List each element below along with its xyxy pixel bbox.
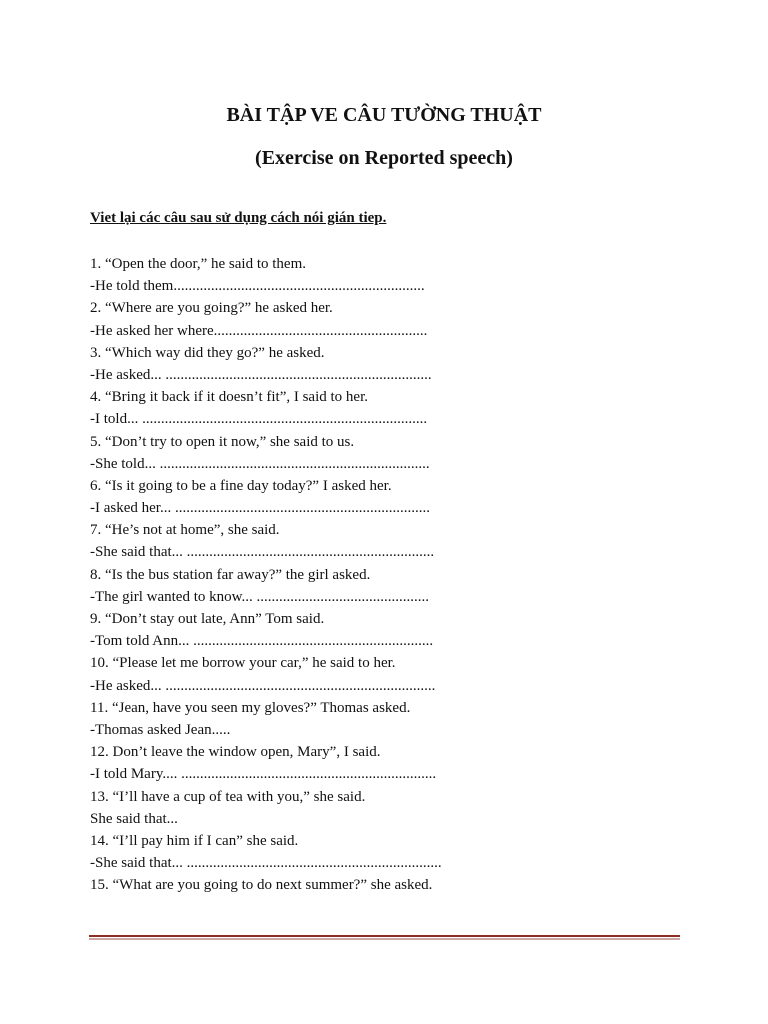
exercise-answer-line: -He told them...................................................................: [90, 278, 425, 295]
exercise-prompt: 5. “Don’t try to open it now,” she said to us.: [90, 433, 355, 450]
exercise-answer-line: -I told Mary.... ....................................................................: [90, 766, 437, 783]
exercise-answer-line: -Thomas asked Jean.....: [90, 721, 231, 738]
exercise-prompt: 7. “He’s not at home”, she said.: [90, 522, 280, 539]
exercise-item-3: [90, 342, 710, 386]
exercise-prompt: 14. “I’ll pay him if I can” she said.: [90, 832, 299, 849]
exercise-answer-line: -I asked her... ....................................................................: [90, 500, 430, 517]
exercise-item-15: [90, 874, 710, 896]
exercise-item-1: [90, 253, 710, 297]
exercise-answer-line: -He asked... .......................................................................: [90, 366, 432, 383]
exercise-item-9: [90, 608, 710, 652]
exercise-prompt: 12. Don’t leave the window open, Mary”, I said.: [90, 744, 381, 761]
exercise-answer-line: -He asked... ........................................................................: [90, 677, 436, 694]
exercise-item-10: [90, 652, 710, 696]
exercise-prompt: 4. “Bring it back if it doesn’t fit”, I said to her.: [90, 389, 368, 406]
exercise-answer-line: -Tom told Ann... ................................................................: [90, 633, 434, 650]
footer-divider: [89, 935, 680, 937]
exercise-answer-line: -She said that... ..................................................................: [90, 544, 435, 561]
exercise-prompt: 8. “Is the bus station far away?” the girl asked.: [90, 566, 371, 583]
exercise-prompt: 10. “Please let me borrow your car,” he said to her.: [90, 655, 396, 672]
exercise-answer-line: -I told... ............................................................................: [90, 411, 428, 428]
exercise-list: [90, 253, 710, 896]
exercise-prompt: 11. “Jean, have you seen my gloves?” Thomas asked.: [90, 699, 411, 716]
exercise-prompt: 2. “Where are you going?” he asked her.: [90, 300, 333, 317]
exercise-item-6: [90, 475, 710, 519]
exercise-item-4: [90, 386, 710, 430]
exercise-item-14: [90, 830, 710, 874]
exercise-item-12: [90, 741, 710, 785]
exercise-item-7: [90, 519, 710, 563]
exercise-prompt: 9. “Don’t stay out late, Ann” Tom said.: [90, 611, 325, 627]
document-subtitle: (Exercise on Reported speech): [255, 147, 513, 169]
exercise-item-5: [90, 431, 710, 475]
exercise-answer-line: -She said that... ....................................................................: [90, 855, 442, 872]
exercise-item-2: [90, 297, 710, 341]
exercise-prompt: 15. “What are you going to do next summer?” she asked.: [90, 877, 433, 894]
exercise-item-13: [90, 786, 710, 830]
exercise-prompt: 1. “Open the door,” he said to them.: [90, 256, 307, 272]
footer-divider-shadow: [89, 938, 680, 940]
exercise-prompt: 13. “I’ll have a cup of tea with you,” she said.: [90, 788, 366, 805]
exercise-item-8: [90, 564, 710, 608]
exercise-item-11: [90, 697, 710, 741]
exercise-prompt: 3. “Which way did they go?” he asked.: [90, 344, 325, 361]
exercise-prompt: 6. “Is it going to be a fine day today?” I asked her.: [90, 477, 392, 494]
exercise-answer-line: -The girl wanted to know... ..............................................: [90, 588, 429, 605]
exercise-answer-line: She said that...: [90, 810, 178, 827]
exercise-answer-line: -He asked her where.........................................................: [90, 322, 428, 339]
document-title: BÀI TẬP VE CÂU TƯỜNG THUẬT: [226, 104, 542, 126]
instruction-heading: Viet lại các câu sau sử dụng cách nói gián tiep.: [90, 210, 387, 226]
exercise-answer-line: -She told... ........................................................................: [90, 455, 430, 472]
